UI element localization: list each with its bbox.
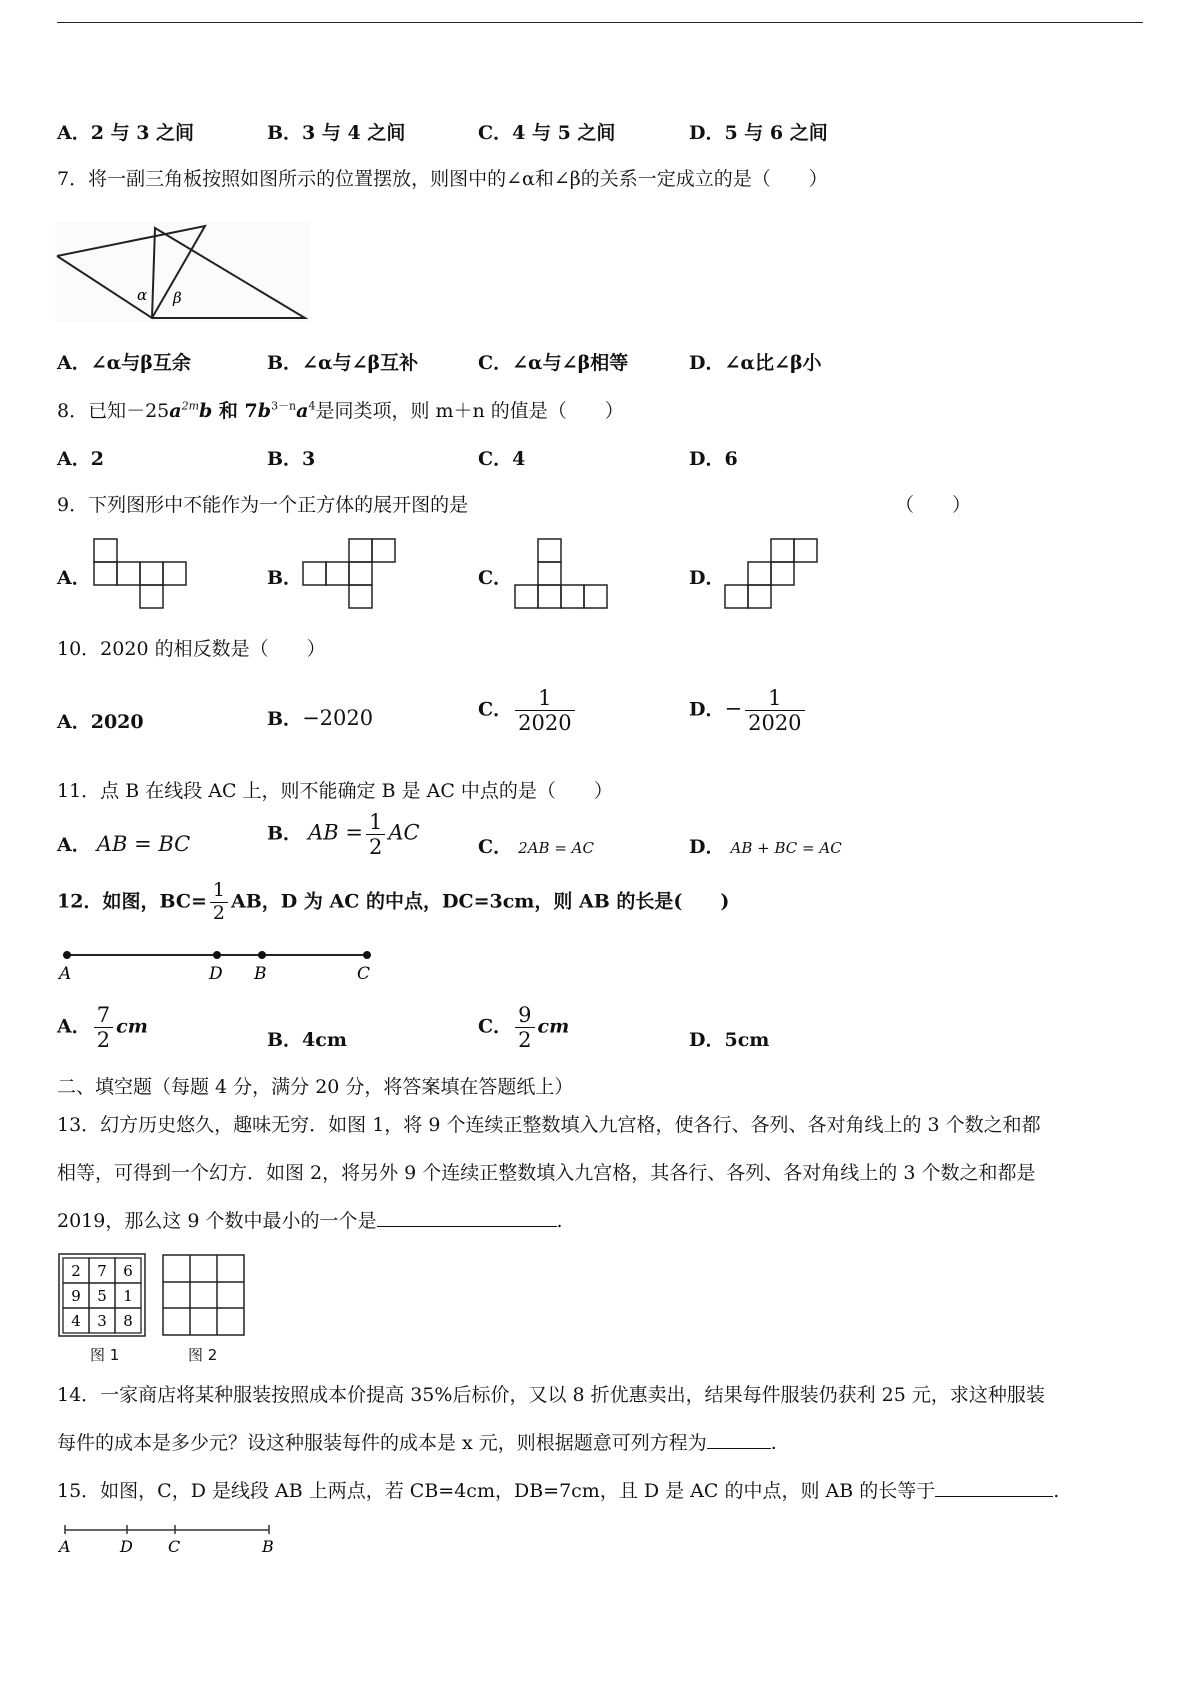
q12-option-a: A． $\frac{7}{2}$ cm	[57, 1003, 148, 1053]
q10-option-a: A．2020	[57, 711, 144, 733]
q6-option-b: B．3 与 4 之间	[267, 122, 406, 144]
cell-r2c1: 9	[71, 1287, 81, 1305]
q11-option-d: D． AB + BC = AC	[689, 836, 842, 858]
q6-option-d: D．5 与 6 之间	[689, 122, 828, 144]
point-a-label: A	[59, 1537, 71, 1556]
figure-2-caption: 图 2	[188, 1346, 218, 1364]
q13-answer-blank	[377, 1208, 557, 1227]
q15-answer-blank	[935, 1478, 1053, 1497]
alpha-label: α	[137, 286, 148, 304]
cell-r2c2: 5	[97, 1287, 107, 1305]
q14-line-2: 每件的成本是多少元？设这种服装每件的成本是 x 元，则根据题意可列方程为 .	[57, 1432, 777, 1454]
q11-stem: 11．点 B 在线段 AC 上，则不能确定 B 是 AC 中点的是（ ）	[57, 780, 613, 802]
q9-net-b	[302, 538, 402, 610]
q12-segment-figure	[55, 945, 385, 983]
q15-line: 15．如图，C，D 是线段 AB 上两点，若 CB=4cm，DB=7cm，且 D 是 AC 的中点，则 AB 的长等于 .	[57, 1480, 1060, 1502]
q13-line-2: 相等，可得到一个幻方．如图 2，将另外 9 个连续正整数填入九宫格，其各行、各列、各对角线上的 3 个数之和都是	[57, 1162, 1036, 1184]
q11-option-b: B． AB = $\frac{1}{2}$ AC	[267, 810, 420, 860]
q9-option-b-label: B．	[267, 567, 303, 589]
point-d-label: D	[209, 964, 223, 983]
point-a-label: A	[59, 964, 72, 983]
q15-segment-figure	[57, 1520, 287, 1560]
q10-stem: 10．2020 的相反数是（ ）	[57, 638, 326, 660]
q6-option-a: A．2 与 3 之间	[57, 122, 195, 144]
header-rule	[57, 22, 1143, 23]
point-d-label: D	[120, 1537, 133, 1556]
point-c-label: C	[357, 964, 371, 983]
q13-line-1: 13．幻方历史悠久，趣味无穷．如图 1，将 9 个连续正整数填入九宫格，使各行、各列、各对角线上的 3 个数之和都	[57, 1114, 1041, 1136]
q9-net-c	[514, 538, 614, 610]
q9-net-a	[93, 538, 193, 610]
q10-option-d: D．− $\frac{1}{2020}$	[689, 686, 808, 735]
q8-option-a: A．2	[57, 448, 104, 470]
q7-option-a: A．∠α与β互余	[57, 352, 191, 374]
q8-stem: 8．已知$-25a^{2m}b$ 和 $7b^{3-n}a^4$是同类项，则 m＋n 的值是（ ）	[57, 399, 624, 422]
q9-net-d	[724, 538, 824, 610]
q8-option-d: D．6	[689, 448, 738, 470]
q11-option-c: C． 2AB = AC	[478, 836, 594, 858]
q9-option-c-label: C．	[478, 567, 513, 589]
q14-answer-blank	[707, 1430, 771, 1449]
cell-r1c2: 7	[97, 1262, 107, 1280]
cell-r1c1: 2	[71, 1262, 81, 1280]
q10-option-c: C． $\frac{1}{2020}$	[478, 686, 578, 735]
cell-r3c3: 8	[123, 1312, 133, 1330]
cell-r3c2: 3	[97, 1312, 107, 1330]
q7-option-b: B．∠α与∠β互补	[267, 352, 419, 374]
point-b-label: B	[254, 964, 267, 983]
section-heading-fill-in: 二、填空题（每题 4 分，满分 20 分，将答案填在答题纸上）	[57, 1076, 574, 1098]
q7-triangle-figure	[55, 222, 310, 322]
figure-1-caption: 图 1	[90, 1346, 120, 1364]
cell-r1c3: 6	[123, 1262, 133, 1280]
point-c-label: C	[168, 1537, 181, 1556]
magic-square-figure-2	[161, 1253, 247, 1337]
q9-stem: 9．下列图形中不能作为一个正方体的展开图的是	[57, 494, 469, 516]
magic-square-figure-1	[58, 1253, 148, 1337]
q9-option-a-label: A．	[57, 567, 91, 589]
q12-stem: 12．如图，BC= $\frac{1}{2}$ AB，D 为 AC 的中点，DC=3cm，则 AB 的长是( )	[57, 879, 730, 924]
q10-option-b: B．−2020	[267, 706, 374, 730]
q14-line-1: 14．一家商店将某种服装按照成本价提高 35%后标价，又以 8 折优惠卖出，结果每件服装仍获利 25 元，求这种服装	[57, 1384, 1045, 1406]
q7-stem: 7．将一副三角板按照如图所示的位置摆放，则图中的∠α和∠β的关系一定成立的是（ ）	[57, 168, 828, 190]
q9-option-d-label: D．	[689, 567, 725, 589]
q12-option-d: D．5cm	[689, 1029, 770, 1051]
cell-r2c3: 1	[123, 1287, 133, 1305]
q13-line-3: 2019，那么这 9 个数中最小的一个是 .	[57, 1210, 563, 1232]
q12-option-c: C． $\frac{9}{2}$ cm	[478, 1003, 570, 1053]
q8-option-b: B．3	[267, 448, 316, 470]
q12-option-b: B．4cm	[267, 1029, 347, 1051]
q7-option-d: D．∠α比∠β小	[689, 352, 822, 374]
beta-label: β	[173, 289, 182, 307]
q6-option-c: C．4 与 5 之间	[478, 122, 616, 144]
q8-option-c: C．4	[478, 448, 526, 470]
cell-r3c1: 4	[71, 1312, 81, 1330]
q11-option-a: A． AB = BC	[57, 832, 191, 856]
q7-option-c: C．∠α与∠β相等	[478, 352, 629, 374]
point-b-label: B	[262, 1537, 274, 1556]
q9-paren: （ ）	[895, 494, 972, 516]
